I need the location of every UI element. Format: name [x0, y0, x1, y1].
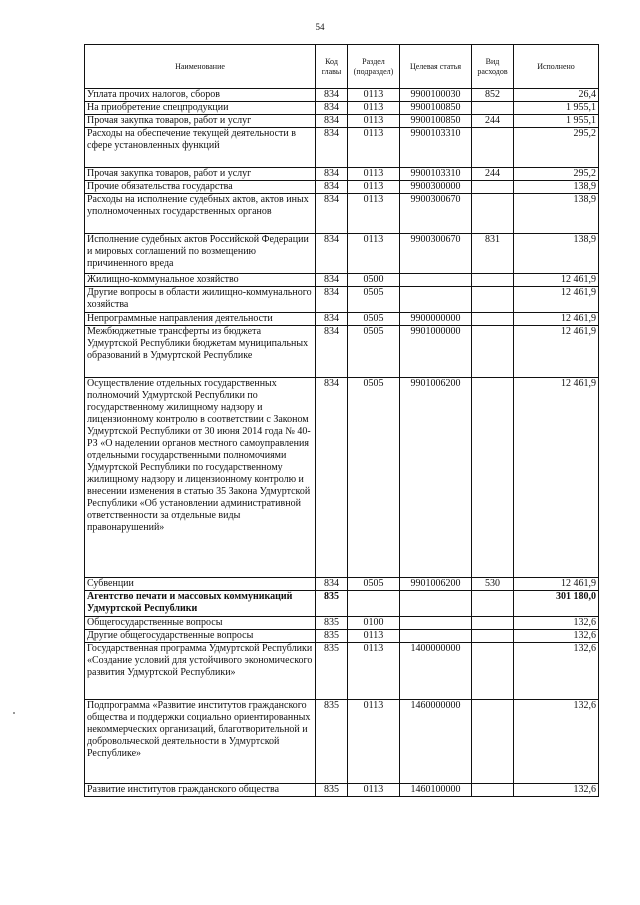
cell-celevaya: 9900300670	[400, 234, 472, 274]
cell-name: Непрограммные направления деятельности	[85, 313, 316, 326]
cell-name: Подпрограмма «Развитие институтов гражданского общества и поддержки социально ориентированных некоммерческих организаций, благотворительной и добровольческой деятельности в Удмуртской Республике»	[85, 700, 316, 784]
cell-razdel: 0505	[348, 578, 400, 591]
header-razdel: Раздел (подраздел)	[348, 45, 400, 89]
cell-celevaya	[400, 274, 472, 287]
table-row	[85, 181, 599, 194]
cell-kod: 834	[316, 378, 348, 578]
cell-vid: 831	[472, 234, 514, 274]
cell-razdel: 0113	[348, 115, 400, 128]
cell-name: Расходы на обеспечение текущей деятельности в сфере установленных функций	[85, 128, 316, 168]
cell-kod: 835	[316, 643, 348, 700]
cell-ispolneno: 12 461,9	[514, 578, 599, 591]
cell-celevaya: 9900100850	[400, 115, 472, 128]
cell-celevaya: 9900300000	[400, 181, 472, 194]
cell-ispolneno: 138,9	[514, 194, 599, 234]
cell-kod: 834	[316, 181, 348, 194]
cell-celevaya: 9901000000	[400, 326, 472, 378]
table-row	[85, 115, 599, 128]
cell-kod: 835	[316, 700, 348, 784]
cell-razdel: 0113	[348, 700, 400, 784]
cell-razdel: 0113	[348, 89, 400, 102]
cell-vid	[472, 378, 514, 578]
cell-vid	[472, 630, 514, 643]
cell-kod: 834	[316, 287, 348, 313]
cell-celevaya: 9901006200	[400, 378, 472, 578]
cell-razdel: 0113	[348, 194, 400, 234]
cell-ispolneno: 1 955,1	[514, 115, 599, 128]
page-number: 54	[315, 22, 325, 32]
cell-kod: 834	[316, 102, 348, 115]
header-kod: Код главы	[316, 45, 348, 89]
cell-ispolneno: 138,9	[514, 181, 599, 194]
table-row	[85, 591, 599, 617]
table-header-row	[85, 45, 599, 89]
cell-name: Развитие институтов гражданского общества	[85, 784, 316, 797]
cell-kod: 834	[316, 194, 348, 234]
cell-celevaya: 9901006200	[400, 578, 472, 591]
table-row	[85, 274, 599, 287]
cell-ispolneno: 295,2	[514, 128, 599, 168]
cell-kod: 835	[316, 617, 348, 630]
cell-celevaya	[400, 617, 472, 630]
cell-kod: 835	[316, 784, 348, 797]
cell-ispolneno: 132,6	[514, 617, 599, 630]
cell-kod: 834	[316, 326, 348, 378]
cell-vid	[472, 617, 514, 630]
table-row	[85, 617, 599, 630]
cell-razdel: 0113	[348, 784, 400, 797]
cell-celevaya: 1460000000	[400, 700, 472, 784]
cell-name: Расходы на исполнение судебных актов, актов иных уполномоченных государственных органов	[85, 194, 316, 234]
cell-celevaya: 9900300670	[400, 194, 472, 234]
scan-artifact	[13, 712, 15, 714]
cell-celevaya: 9900000000	[400, 313, 472, 326]
cell-razdel: 0113	[348, 128, 400, 168]
cell-ispolneno: 12 461,9	[514, 313, 599, 326]
cell-celevaya: 9900100850	[400, 102, 472, 115]
table-row	[85, 234, 599, 274]
cell-ispolneno: 132,6	[514, 630, 599, 643]
cell-vid	[472, 102, 514, 115]
cell-vid: 244	[472, 115, 514, 128]
header-ispolneno: Исполнено	[514, 45, 599, 89]
cell-ispolneno: 12 461,9	[514, 274, 599, 287]
cell-ispolneno: 132,6	[514, 700, 599, 784]
cell-ispolneno: 138,9	[514, 234, 599, 274]
header-name: Наименование	[85, 45, 316, 89]
table-row	[85, 194, 599, 234]
cell-razdel	[348, 591, 400, 617]
cell-name: Прочая закупка товаров, работ и услуг	[85, 168, 316, 181]
table-row	[85, 630, 599, 643]
cell-ispolneno: 295,2	[514, 168, 599, 181]
cell-ispolneno: 12 461,9	[514, 287, 599, 313]
cell-name: Уплата прочих налогов, сборов	[85, 89, 316, 102]
header-vid: Вид расходов	[472, 45, 514, 89]
table-row	[85, 378, 599, 578]
cell-name: Агентство печати и массовых коммуникаций Удмуртской Республики	[85, 591, 316, 617]
cell-name: Межбюджетные трансферты из бюджета Удмуртской Республики бюджетам муниципальных образований в Удмуртской Республике	[85, 326, 316, 378]
table-row	[85, 168, 599, 181]
cell-ispolneno: 301 180,0	[514, 591, 599, 617]
cell-vid	[472, 128, 514, 168]
cell-vid	[472, 326, 514, 378]
table-row	[85, 89, 599, 102]
cell-vid: 852	[472, 89, 514, 102]
table-row	[85, 313, 599, 326]
cell-vid	[472, 313, 514, 326]
cell-razdel: 0505	[348, 378, 400, 578]
cell-ispolneno: 12 461,9	[514, 378, 599, 578]
cell-razdel: 0505	[348, 287, 400, 313]
cell-celevaya: 1460100000	[400, 784, 472, 797]
cell-celevaya: 9900103310	[400, 128, 472, 168]
cell-vid	[472, 287, 514, 313]
cell-name: Жилищно-коммунальное хозяйство	[85, 274, 316, 287]
table-row	[85, 784, 599, 797]
cell-razdel: 0505	[348, 326, 400, 378]
cell-celevaya: 9900100030	[400, 89, 472, 102]
cell-kod: 834	[316, 115, 348, 128]
table-row	[85, 700, 599, 784]
cell-razdel: 0113	[348, 168, 400, 181]
table-row	[85, 643, 599, 700]
cell-vid	[472, 194, 514, 234]
cell-razdel: 0500	[348, 274, 400, 287]
table-row	[85, 287, 599, 313]
cell-razdel: 0100	[348, 617, 400, 630]
table-row	[85, 102, 599, 115]
cell-celevaya	[400, 591, 472, 617]
cell-celevaya	[400, 287, 472, 313]
cell-name: Субвенции	[85, 578, 316, 591]
cell-kod: 834	[316, 578, 348, 591]
cell-celevaya: 1400000000	[400, 643, 472, 700]
cell-ispolneno: 1 955,1	[514, 102, 599, 115]
table-row	[85, 578, 599, 591]
cell-kod: 834	[316, 234, 348, 274]
cell-kod: 835	[316, 591, 348, 617]
cell-razdel: 0505	[348, 313, 400, 326]
cell-kod: 835	[316, 630, 348, 643]
cell-name: На приобретение спецпродукции	[85, 102, 316, 115]
cell-name: Осуществление отдельных государственных полномочий Удмуртской Республики по государственному жилищному надзору и лицензионному контролю в соответствии с Законом Удмуртской Республики от 30 июня 2014 года № 40-РЗ «О наделении органов местного самоуправления отдельными государственными полномочиями Удмуртской Республики по государственному жилищному надзору и лицензионному контролю и внесении изменения в статью 35 Закона Удмуртской Республики «Об установлении административной ответственности за отдельные виды правонарушений»	[85, 378, 316, 578]
cell-name: Государственная программа Удмуртской Республики «Создание условий для устойчивого экономического развития Удмуртской Республики»	[85, 643, 316, 700]
cell-razdel: 0113	[348, 181, 400, 194]
cell-razdel: 0113	[348, 643, 400, 700]
cell-razdel: 0113	[348, 234, 400, 274]
cell-ispolneno: 12 461,9	[514, 326, 599, 378]
cell-name: Исполнение судебных актов Российской Федерации и мировых соглашений по возмещению причиненного вреда	[85, 234, 316, 274]
cell-vid	[472, 181, 514, 194]
header-celevaya: Целевая статья	[400, 45, 472, 89]
cell-vid: 244	[472, 168, 514, 181]
budget-execution-table	[84, 44, 599, 797]
cell-celevaya: 9900103310	[400, 168, 472, 181]
cell-vid	[472, 591, 514, 617]
cell-vid	[472, 643, 514, 700]
cell-kod: 834	[316, 168, 348, 181]
cell-celevaya	[400, 630, 472, 643]
cell-razdel: 0113	[348, 630, 400, 643]
cell-razdel: 0113	[348, 102, 400, 115]
cell-kod: 834	[316, 274, 348, 287]
cell-name: Прочие обязательства государства	[85, 181, 316, 194]
cell-name: Прочая закупка товаров, работ и услуг	[85, 115, 316, 128]
cell-ispolneno: 26,4	[514, 89, 599, 102]
cell-name: Общегосударственные вопросы	[85, 617, 316, 630]
cell-kod: 834	[316, 313, 348, 326]
table-row	[85, 326, 599, 378]
table-body	[85, 89, 599, 797]
cell-kod: 834	[316, 89, 348, 102]
cell-vid	[472, 784, 514, 797]
cell-ispolneno: 132,6	[514, 784, 599, 797]
cell-name: Другие общегосударственные вопросы	[85, 630, 316, 643]
cell-name: Другие вопросы в области жилищно-коммунального хозяйства	[85, 287, 316, 313]
table-row	[85, 128, 599, 168]
cell-vid	[472, 274, 514, 287]
cell-ispolneno: 132,6	[514, 643, 599, 700]
cell-vid	[472, 700, 514, 784]
cell-vid: 530	[472, 578, 514, 591]
cell-kod: 834	[316, 128, 348, 168]
